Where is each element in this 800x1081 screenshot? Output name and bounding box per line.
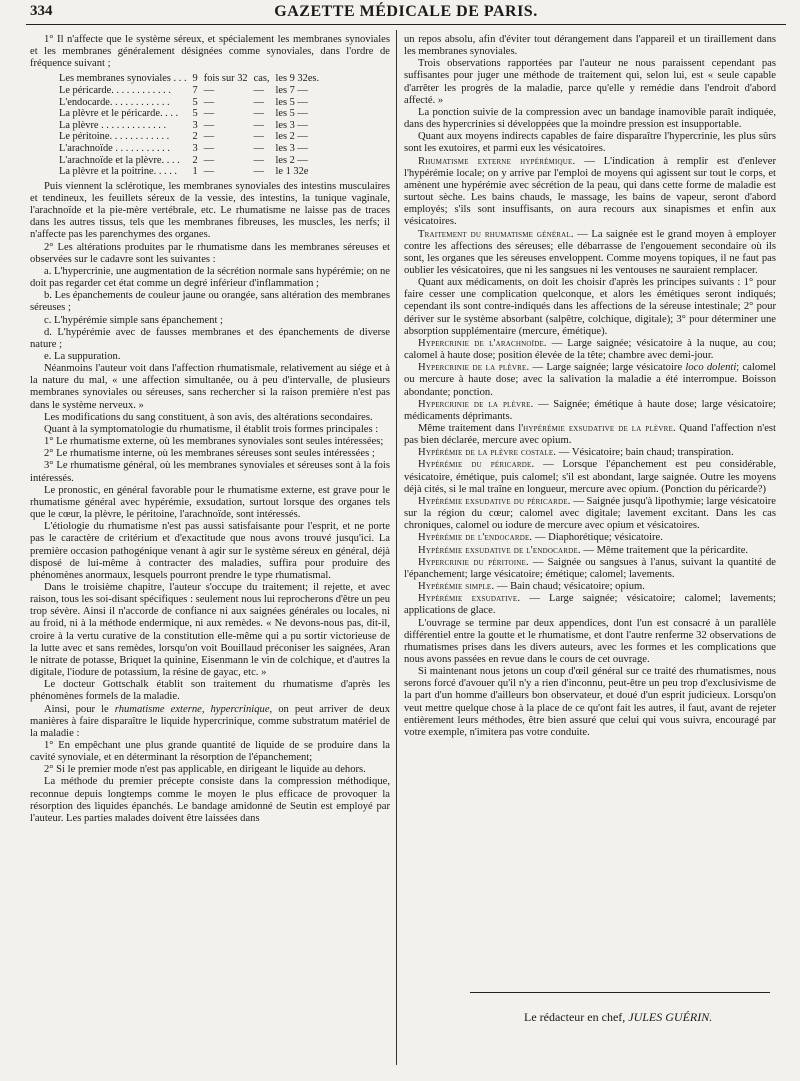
table-cell: les 2 — <box>275 154 308 166</box>
section-heading: Hypérémie de l'endocarde. <box>418 532 533 544</box>
section-heading: hypérémie exsudative de la plèvre <box>523 423 673 434</box>
page-header <box>26 0 786 25</box>
table-cell: — <box>203 119 215 131</box>
table-cell: L'endocarde. . . . . . . . . . . . <box>59 96 170 108</box>
text-run: — L'indication à remplir est d'enlever l'hypérémie locale; on y arrive par l'emploi de moyens qui agissent sur tout le corps, et amènent une hypérémie avec sécrétion de la peau, qui dans cette forme de maladie est surtout sèche. Les bains chauds, le massage, les bains de vapeur, seront d'abord employés; s'ils sont insuffisants, on aura recours aux sinapismes et enfin aux vésicatoires. <box>404 155 776 228</box>
table-cell: — <box>253 166 265 178</box>
paragraph: Le pronostic, en général favorable pour le rhumatisme externe, est grave pour le rhumatisme général avec hypérémie, exsudation, surtout lorsque des organes tels que le cœur, la plèvre, le péritoine, l'arachnoïde, sont intéressés. <box>30 484 390 521</box>
column-rule <box>396 30 397 1065</box>
treatment-entry <box>404 581 776 593</box>
paragraph: Quant aux moyens indirects capables de faire disparaître l'hypercrinie, les plus sûrs sont les exutoires, et parmi eux les vésicatoires. <box>404 131 776 155</box>
paragraph: Dans le troisième chapitre, l'auteur s'occupe du traitement; il rejette, et avec raison, tous les soi-disant spécifiques : seulement nous lui reprocherons d'être un peu trop sévère. Ainsi il n'accorde de confiance ni aux saignées générales ou locales, ni au froid, ni à la méthode endermique, ni aux remèdes. « Ne devons-nous pas, dit-il, croire à la vertu curative de la constitution elle-même qui a pu sortir victorieuse de la lutte avec et sans remèdes, lorsqu'on voit Bouillaud préconiser les saignées, Aran le nitrate de potasse, Briquet la quinine, Eisenmann le vin de colchique, et d'autres la digitale, l'iodure de potassium, la résine de gayac, etc. » <box>30 581 390 679</box>
table-cell: La plèvre et le péricarde. . . . <box>59 108 179 120</box>
table-cell: — <box>253 131 265 143</box>
table-cell: 5 <box>192 96 198 108</box>
table-cell: — <box>203 85 215 97</box>
text-run: — Large saignée; vésicatoire à la nuque, au cou; calomel à haute dose; position élevée de la tête; chambre avec demi-jour. <box>404 337 776 362</box>
right-column <box>404 34 776 739</box>
paragraph: Quant à la symptomatologie du rhumatisme, il établit trois formes principales : <box>44 423 379 435</box>
table-cell: 2 <box>192 154 198 166</box>
table-cell: — <box>203 96 215 108</box>
section-heading: Hypérémie exsudative. <box>418 593 521 605</box>
treatment-entry <box>404 459 776 495</box>
text-run: Ainsi, pour le <box>44 703 115 715</box>
table-cell: fois sur 32 <box>203 73 248 85</box>
closing-rule <box>470 992 770 993</box>
table-cell: les 7 — <box>275 85 308 97</box>
paragraph: Puis viennent la sclérotique, les membranes synoviales des intestins musculaires et tendineux, les feuillets séreux de la vessie, des intestins, la tunique vaginale, l'arachnoïde et la pie-mère vertébrale, etc. Le rhumatisme ne laisse pas de traces dans les autres tissus, tels que les membranes fibreuses, les muscles, les nerfs; il n'affecte pas les parenchymes des organes. <box>30 180 390 241</box>
paragraph: 1° Il n'affecte que le système séreux, et spécialement les membranes synoviales et les membranes généralement désignées comme synoviales, dans l'ordre de fréquence suivant ; <box>30 34 390 70</box>
treatment-entry <box>404 423 776 447</box>
text-run: ; calomel ou mercure à haute dose; avec la salivation la maladie a été interrompue. Boisson abondante; ponction. <box>404 362 777 398</box>
table-row <box>56 120 322 132</box>
paragraph <box>30 704 390 740</box>
text-run: — Lorsque l'épanchement est peu considérable, vésicatoire, émétique, puis calomel; s'il est abondant, large saignée. Outre les moyens déjà cités, si le mal traîne en longueur, mercure avec opium. (Ponction du péricarde?) <box>404 459 776 495</box>
table-cell: — <box>253 143 265 155</box>
text-run: — Vésicatoire; bain chaud; transpiration. <box>556 447 734 459</box>
table-cell: les 3 — <box>275 143 308 155</box>
list-item: b. Les épanchements de couleur jaune ou orangée, sans altération des membranes séreuses ; <box>30 290 390 314</box>
table-row <box>56 85 322 97</box>
signature-role: Le rédacteur en chef, <box>524 1010 626 1024</box>
table-cell: les 5 — <box>275 96 308 108</box>
journal-title: GAZETTE MÉDICALE DE PARIS. <box>274 3 538 20</box>
text-run: — Même traitement que la péricardite. <box>580 544 749 556</box>
section-heading: Hypercrinie de la plèvre. <box>418 362 530 374</box>
table-cell: les 9 32es. <box>275 73 320 85</box>
paragraph: un repos absolu, afin d'éviter tout dérangement dans l'appareil et un tiraillement dans les membranes synoviales. <box>404 34 776 58</box>
treatment-entry <box>404 593 776 617</box>
table-row <box>56 108 322 120</box>
treatment-entry <box>404 338 776 362</box>
list-item: d. L'hypérémie avec de fausses membranes et des épanchements de diverse nature ; <box>30 326 390 350</box>
paragraph: Quant aux médicaments, on doit les choisir d'après les principes suivants : 1° pour faire cesser une complication quelconque, et alors les émétiques seront indiqués; cependant ils sont contre-indiqués dans les affections de la séreuse intestinale; 2° pour dériver sur le système absorbant (salpêtre, colchique, digitale); 3° pour déterminer une absorption supplémentaire (mercure, émétique). <box>404 277 776 337</box>
frequency-table <box>56 73 322 177</box>
treatment-entry <box>404 447 776 459</box>
italic-term: loco dolenti <box>685 362 737 374</box>
table-cell: 1 <box>192 166 198 178</box>
table-cell: La plèvre . . . . . . . . . . . . . <box>59 119 167 131</box>
section-heading: Hypérémie simple. <box>418 581 495 593</box>
text-run: . Quand l'affection n'est pas bien déclarée, mercure avec opium. <box>404 423 776 447</box>
table-row <box>56 97 322 109</box>
paragraph: L'ouvrage se termine par deux appendices, dont l'un est consacré à un parallèle différentiel entre la goutte et le rhumatisme, et dont l'autre renferme 32 observations de rhumatismes prises dans les divers auteurs, avec les formes et les complications que nous avons passées en revue dans le cours de cet ouvrage. <box>404 617 776 665</box>
table-cell: L'arachnoïde et la plèvre. . . . <box>59 154 180 166</box>
list-item: a. L'hypercrinie, une augmentation de la sécrétion normale sans hypérémie; on ne doit pas regarder cet état comme un degré inférieur d'inflammation ; <box>30 265 390 290</box>
table-cell: 3 <box>192 119 198 131</box>
section-heading: Hypérémie exsudative du péricarde. <box>418 495 571 507</box>
table-cell: — <box>253 85 265 97</box>
table-cell: — <box>253 108 265 120</box>
list-item: 3° Le rhumatisme général, où les membranes synoviales et séreuses sont à la fois intéressés. <box>30 460 390 484</box>
signature <box>524 1010 712 1025</box>
italic-term: rhumatisme externe, hypercrinique <box>114 703 270 715</box>
text-run: — Large saignée; vésicatoire; calomel; lavements; applications de glace. <box>404 593 776 617</box>
table-cell: les 3 — <box>275 119 308 131</box>
paragraph: Le docteur Gottschalk établit son traitement du rhumatisme d'après les phénomènes formels de la maladie. <box>30 679 390 703</box>
paragraph: 2° Les altérations produites par le rhumatisme dans les membranes séreuses et observées sur le cadavre sont les suivantes : <box>30 241 390 265</box>
table-row <box>56 131 322 143</box>
text-run: — Diaphorétique; vésicatoire. <box>532 532 663 544</box>
table-cell: Les membranes synoviales . . . <box>59 73 187 85</box>
table-cell: les 2 — <box>275 131 308 143</box>
treatment-entry <box>404 532 776 544</box>
list-item: 2° Le rhumatisme interne, où les membranes séreuses sont seules intéressées ; <box>44 448 375 460</box>
section-heading: Hypérémie de la plèvre costale. <box>418 447 557 459</box>
table-cell: 3 <box>192 143 198 155</box>
paragraph: Néanmoins l'auteur voit dans l'affection rhumatismale, relativement au siége et à la nature du mal, « une affection simultanée, ou à peu d'intervalle, de plusieurs membranes synoviales ou séreuses, sans rechercher si la raison première n'est pas dans le système nerveux. » <box>30 363 390 411</box>
table-cell: La plèvre et la poitrine. . . . . <box>59 166 178 178</box>
section-heading: Rhumatisme externe hypérémique. <box>418 155 576 167</box>
treatment-entry <box>404 557 776 581</box>
list-item: 2° Si le premier mode n'est pas applicable, en dirigeant le liquide au dehors. <box>44 764 366 776</box>
table-cell: cas, <box>253 73 270 85</box>
table-cell: 9 <box>192 73 198 85</box>
list-item: 1° En empêchant une plus grande quantité de liquide de se produire dans la cavité synoviale, et en déterminant la résorption de l'épanchement; <box>30 740 390 764</box>
text-run: — Saignée jusqu'à lipothymie; large vésicatoire sur la région du cœur; calomel avec digitale; lavement excitant. Dans les cas chroniques, calomel ou iodure de mercure avec opium et vésicatoires. <box>404 495 776 532</box>
table-cell: Le péricarde. . . . . . . . . . . . <box>59 85 171 97</box>
paragraph: Si maintenant nous jetons un coup d'œil général sur ce traité des rhumatismes, nous serons forcé d'avouer qu'il n'y a rien d'inconnu, peut-être un peu trop d'exclusivisme de la part d'un homme d'ailleurs bon observateur, et doué d'un esprit judicieux. Lorsqu'on veut mettre quelque chose à la place de ce qu'ont fait les autres, il faut, avant de rejeter entièrement leurs méthodes, être bien assuré que celui qui vous suivra, encouragé par votre exemple, n'imitera pas votre conduite. <box>404 666 776 738</box>
paragraph: Les modifications du sang constituent, à son avis, des altérations secondaires. <box>44 411 373 423</box>
section-heading: Hypercrinie de l'arachnoïde. <box>418 337 547 349</box>
section-heading: Hypercrinie du péritoine. <box>418 556 529 568</box>
list-item: 1° Le rhumatisme externe, où les membranes synoviales sont seules intéressées; <box>44 436 384 448</box>
text-run: — Saignée ou sangsues à l'anus, suivant la quantité de l'épanchement; large vésicatoire; émétique; calomel; lavements. <box>404 556 776 580</box>
table-cell: 7 <box>192 85 198 97</box>
section-heading: Hypérémie du péricarde. <box>418 459 535 471</box>
text-run: — Large saignée; large vésicatoire <box>529 362 686 374</box>
section-heading: Hypérémie exsudative de l'endocarde. <box>418 544 581 556</box>
table-row <box>56 166 322 178</box>
list-item: e. La suppuration. <box>44 351 121 362</box>
treatment-entry <box>404 362 776 398</box>
signature-name: JULES GUÉRIN. <box>628 1010 713 1024</box>
table-row <box>56 143 322 155</box>
table-row <box>56 155 322 167</box>
table-cell: le 1 32e <box>275 166 309 178</box>
table-cell: 5 <box>192 108 198 120</box>
treatment-entry <box>404 156 776 229</box>
treatment-entry <box>404 545 776 557</box>
paragraph: La méthode du premier précepte consiste dans la compression méthodique, reconnue depuis longtemps comme le moyen le plus efficace de provoquer la résorption des liquides épanchés. Le bandage amidonné de Seutin est employé par l'auteur. Les parties malades doivent être laissées dans <box>30 776 390 824</box>
text-run: — Saignée; émétique à haute dose; large vésicatoire; médicaments déprimants. <box>404 398 776 422</box>
table-cell: — <box>203 154 215 166</box>
table-cell: — <box>203 143 215 155</box>
section-heading: Hypercrinie de la plèvre. <box>418 398 534 410</box>
paragraph: Trois observations rapportées par l'auteur ne nous paraissent cependant pas suffisantes pour juger une méthode de traitement qui, selon lui, est « seule capable d'arrêter les progrès de la maladie, parce qu'elle y remédie dans l'endroit d'abord affecté. » <box>404 58 776 106</box>
table-cell: Le péritoine. . . . . . . . . . . . <box>59 131 170 143</box>
table-cell: — <box>203 166 215 178</box>
table-cell: — <box>203 131 215 143</box>
text-run: — Bain chaud; vésicatoire; opium. <box>494 581 645 593</box>
table-cell: L'arachnoïde . . . . . . . . . . . <box>59 143 170 155</box>
page-number: 334 <box>30 3 53 19</box>
text-run: — La saignée est le grand moyen à employer contre les affections des séreuses; elle débarrasse de l'engouement secondaire où ils sont, les organes que les séreuses enveloppent. Comme moyens topiques, il ne faut pas oublier les vésicatoires, que ni les sangsues ni les ventouses ne sauraient remplacer. <box>404 228 776 276</box>
treatment-entry <box>404 496 776 532</box>
section-heading: Traitement du rhumatisme général. <box>418 228 574 240</box>
text-run: , on peut arriver de deux manières à faire disparaître le liquide hypercrinique, comme substratum matériel de la maladie : <box>30 703 390 739</box>
table-cell: — <box>253 119 265 131</box>
text-run: Même traitement dans l' <box>418 423 524 434</box>
list-item: c. L'hypérémie simple sans épanchement ; <box>44 314 223 326</box>
table-cell: — <box>253 96 265 108</box>
paragraph: La ponction suivie de la compression avec un bandage inamovible paraît indiquée, dans des hypercrinies si développées que la moindre pression est insupportable. <box>404 106 776 131</box>
left-column <box>30 34 390 825</box>
table-cell: les 5 — <box>275 108 308 120</box>
table-cell: — <box>253 154 265 166</box>
treatment-entry <box>404 229 776 278</box>
table-cell: 2 <box>192 131 198 143</box>
table-row <box>56 73 322 85</box>
treatment-entry <box>404 399 776 423</box>
table-cell: — <box>203 108 215 120</box>
paragraph: L'étiologie du rhumatisme n'est pas aussi satisfaisante pour l'esprit, et ne porte pas le caractère de critérium et d'exactitude que nous avons trouvé jusqu'ici. La première occasion pathogénique venant à agir sur le système séreux en général, déjà disposé de lui-même à contracter des maladies, suffira pour produire des phénomènes anormaux, lesquels pourront prendre le type rhumatismal. <box>30 521 390 581</box>
